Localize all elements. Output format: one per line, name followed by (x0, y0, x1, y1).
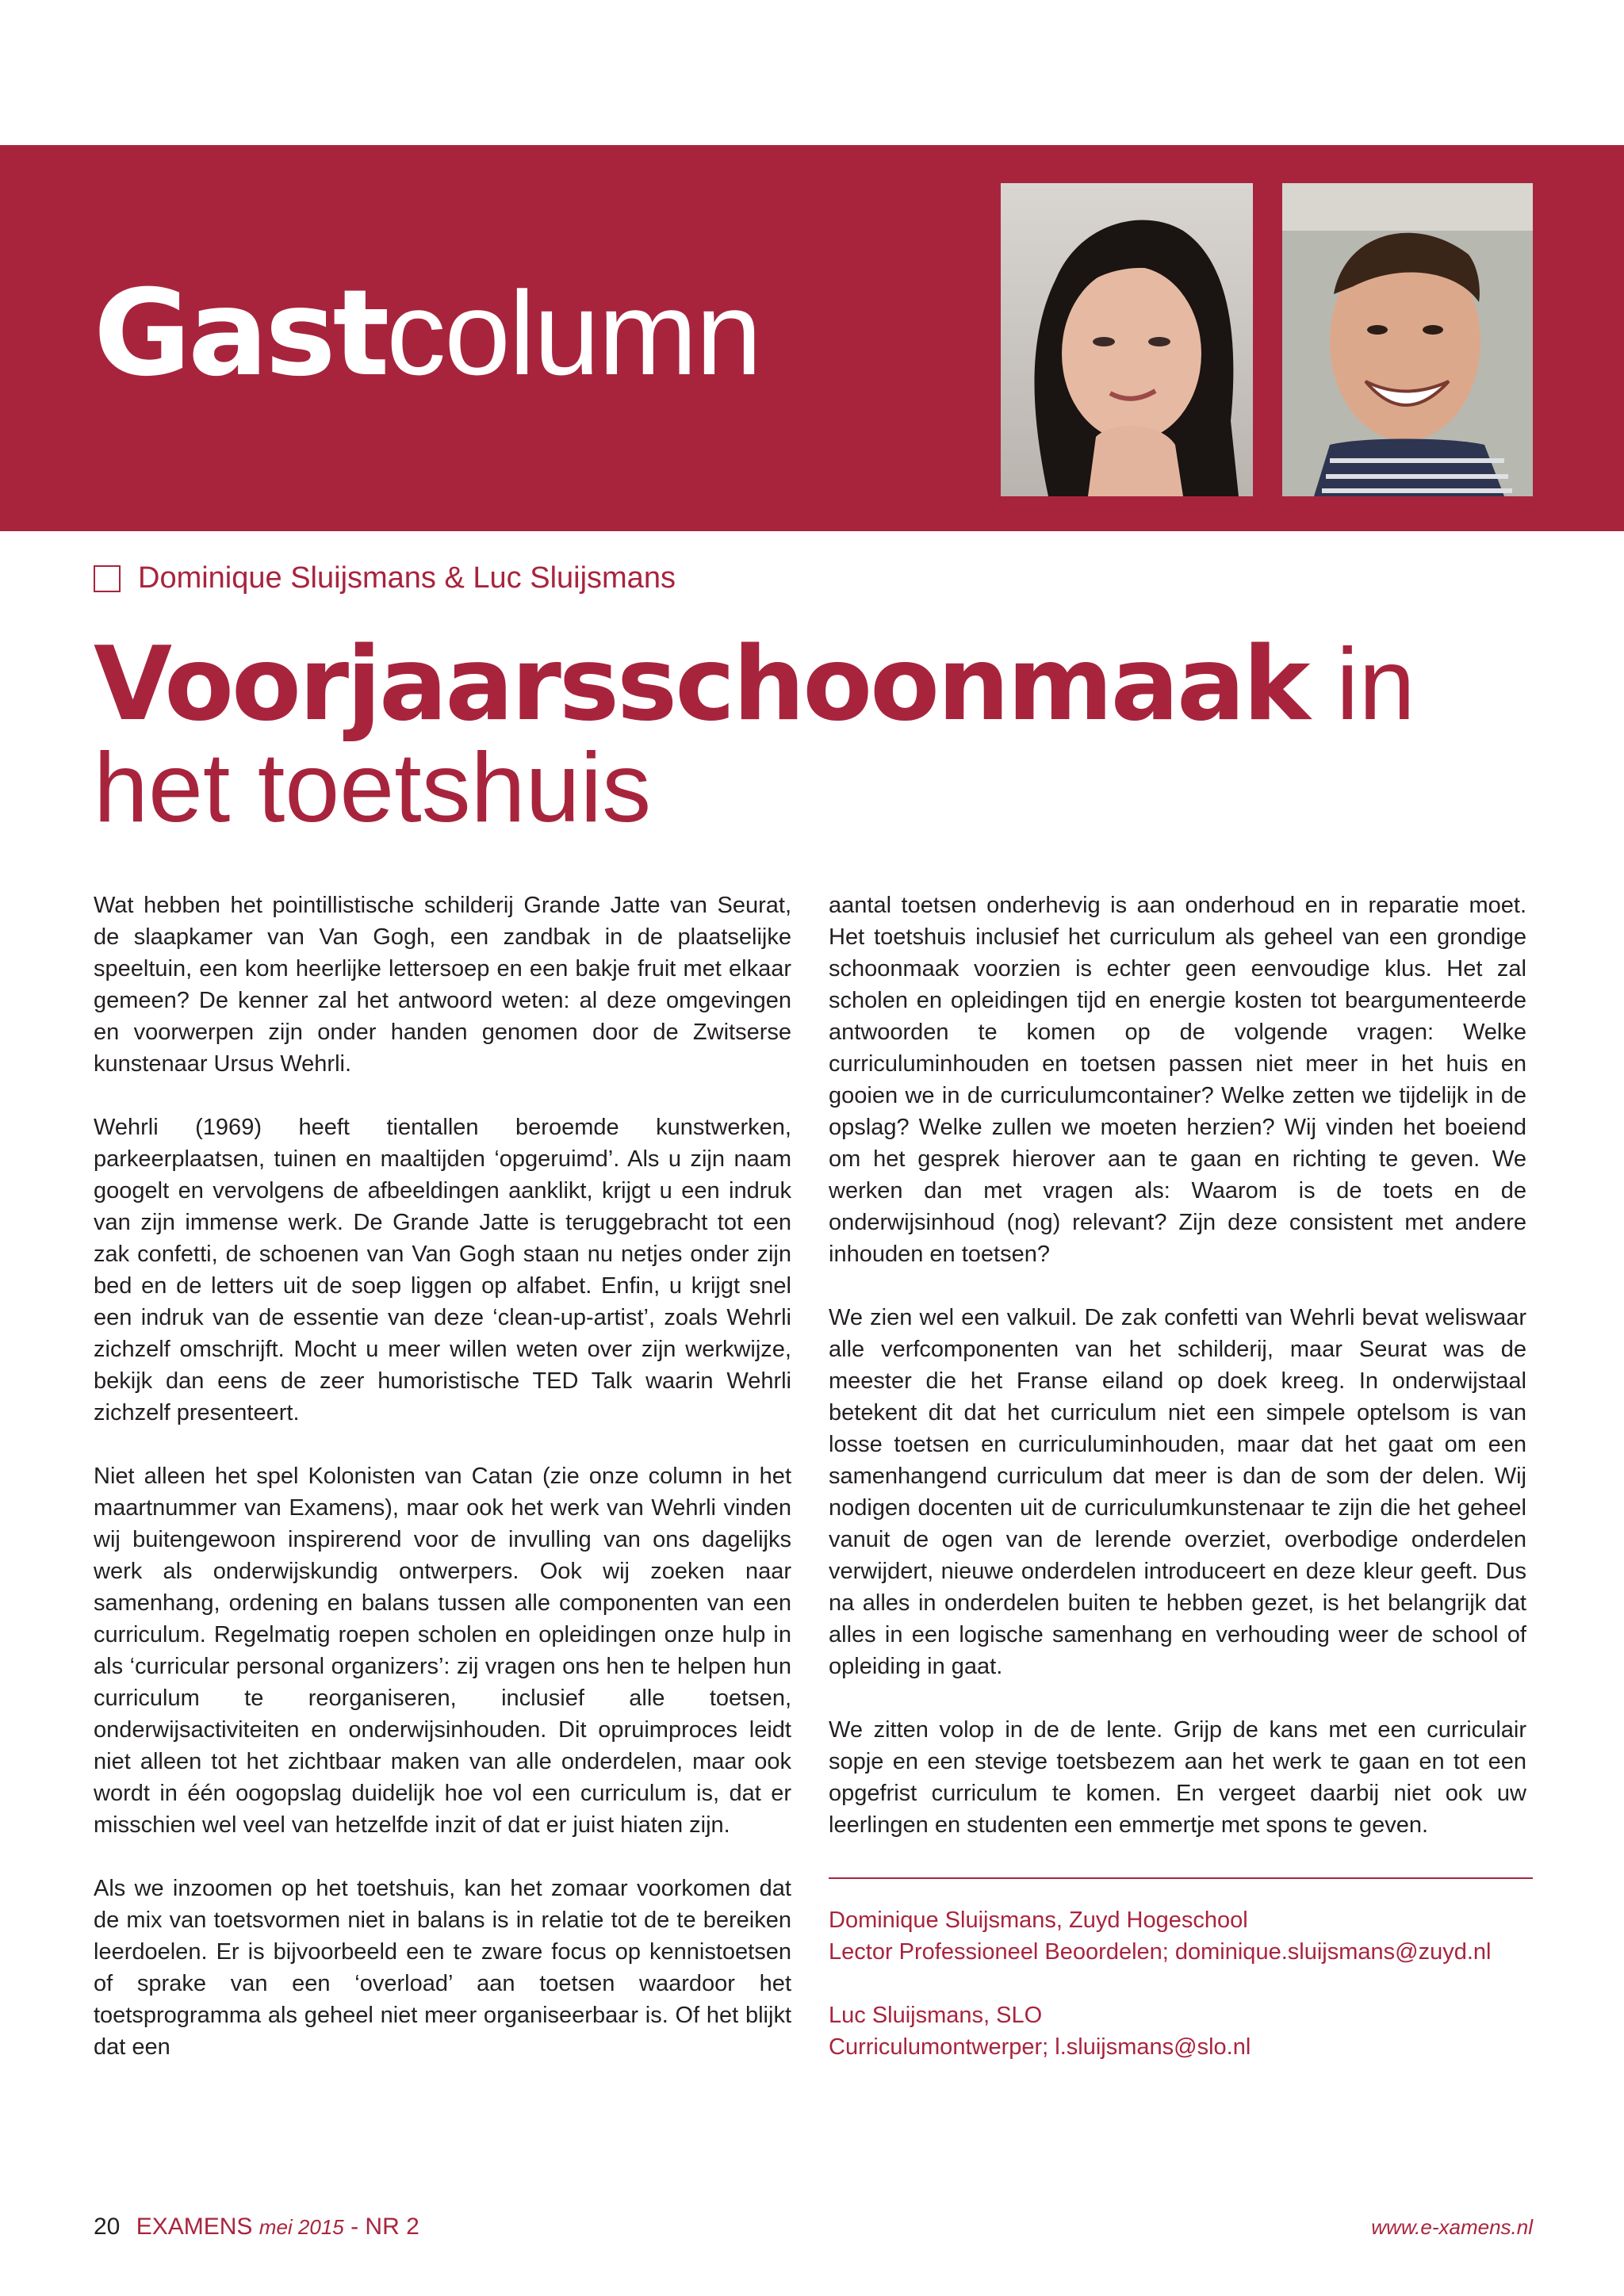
credit-name: Dominique Sluijsmans, Zuyd Hogeschool (829, 1908, 1248, 1933)
issue-number: - NR 2 (350, 2214, 419, 2240)
headline-light: in (1336, 628, 1415, 741)
author-photo-dominique (1001, 183, 1253, 496)
magazine-name: EXAMENS (136, 2214, 253, 2240)
author-credits (829, 1904, 1542, 2095)
paragraph: Niet alleen het spel Kolonisten van Catan (zie onze column in het maartnummer van Examens), maar ook het werk van Wehrli vinden wij buitengewoon inspirerend voor de invulling van ons dagelijks werk als onderwijskundig ontwerpers. Ook wij zoeken naar samenhang, ordening en balans tussen alle componenten van een curriculum. Regelmatig roepen scholen en opleidingen onze hulp in als ‘curricular personal organizers’: zij vragen ons hen te helpen hun curriculum te reorganiseren, inclusief alle toetsen, onderwijsactiviteiten en onderwijsinhouden. Dit opruimproces leidt niet alleen tot het zichtbaar maken van alle onderdelen, maar ook wordt in één oogopslag duidelijk hoe vol een curriculum is, dat er misschien wel veel van hetzelfde inzit of dat er juist hiaten zijn. (94, 1464, 791, 1838)
article-column-right (829, 890, 1526, 1841)
footer-folio (94, 2214, 419, 2241)
credit-luc (829, 1999, 1542, 2063)
page-number: 20 (94, 2214, 121, 2240)
paragraph: Wehrli (1969) heeft tientallen beroemde kunstwerken, parkeerplaatsen, tuinen en maaltijden ‘opgeruimd’. Als u zijn naam googelt en vervolgens de afbeeldingen aanklikt, krijgt u een indruk van zijn immense werk. De Grande Jatte is teruggebracht tot een zak confetti, de schoenen van Van Gogh staan nu netjes onder zijn bed en de letters uit de soep liggen op alfabet. Enfin, u krijgt snel een indruk van de essentie van deze ‘clean-up-artist’, zoals Wehrli zichzelf omschrijft. Mocht u meer willen weten over zijn werkwijze, bekijk dan eens de zeer humoristische TED Talk waarin Wehrli zichzelf presenteert. (94, 1115, 791, 1425)
section-title-bold: Gast (94, 265, 387, 403)
byline (94, 561, 676, 595)
paragraph: We zien wel een valkuil. De zak confetti van Wehrli bevat weliswaar alle verfcomponenten van het schilderij, maar Seurat was de meester die het Franse eiland op doek kreeg. In onderwijstaal betekent dit dat het curriculum niet een simpele optelsom is van losse toetsen en curriculuminhouden, maar dat het gaat om een samenhangend curriculum dat meer is dan de som der delen. Wij nodigen docenten uit de curriculumkunstenaar te zijn die het geheel vanuit de ogen van de lerende overziet, overbodige onderdelen verwijdert, nieuwe onderdelen introduceert en deze kleur geeft. Dus na alles in onderdelen buiten te hebben gezet, is het belangrijk dat alles in een logische samenhang en verhouding weer de school of opleiding in gaat. (829, 1305, 1526, 1679)
paragraph: We zitten volop in de de lente. Grijp de kans met een curriculair sopje en een stevige toetsbezem aan het werk te gaan en tot een opgefrist curriculum te komen. En vergeet daarbij niet ook uw leerlingen en studenten een emmertje met spons te geven. (829, 1717, 1526, 1838)
credits-divider (829, 1877, 1533, 1879)
website-link[interactable]: www.e-xamens.nl (1371, 2215, 1533, 2239)
article-headline (94, 626, 1553, 843)
credit-dominique (829, 1904, 1542, 1968)
paragraph: Wat hebben het pointillistische schilderij Grande Jatte van Seurat, de slaapkamer van Van Gogh, een zandbak in de plaatselijke speeltuin, een kom heerlijke lettersoep en een bakje fruit met elkaar gemeen? De kenner zal het antwoord weten: al deze omgevingen en voorwerpen zijn onder handen genomen door de Zwitserse kunstenaar Ursus Wehrli. (94, 893, 791, 1077)
page-footer (94, 2214, 1533, 2245)
paragraph: aantal toetsen onderhevig is aan onderhoud en in reparatie moet. Het toetshuis inclusief het curriculum als geheel van een grondige schoonmaak voorzien is echter geen eenvoudige klus. Het zal scholen en opleidingen tijd en energie kosten tot beargumenteerde antwoorden te komen op de volgende vragen: Welke curriculuminhouden en toetsen passen niet meer in het huis en gooien we in de curriculumcontainer? Welke zetten we tijdelijk in de opslag? Welke zullen we moeten herzien? Wij vinden het boeiend om het gesprek hierover aan te gaan en richting te geven. We werken dan met vragen als: Waarom is de toets en de onderwijsinhoud (nog) relevant? Zijn deze consistent met andere inhouden en toetsen? (829, 893, 1526, 1267)
byline-square-icon (94, 565, 121, 592)
headline-line-1 (94, 626, 1553, 744)
credit-role: Lector Professioneel Beoordelen; dominique.sluijsmans@zuyd.nl (829, 1939, 1492, 1965)
issue-date: mei 2015 (259, 2215, 344, 2239)
headline-bold: Voorjaarsschoonmaak (94, 626, 1308, 744)
author-photo-luc (1282, 183, 1533, 496)
credit-name: Luc Sluijsmans, SLO (829, 2003, 1043, 2028)
section-title (94, 265, 760, 403)
credit-role: Curriculumontwerper; l.sluijsmans@slo.nl (829, 2034, 1251, 2060)
byline-authors: Dominique Sluijsmans & Luc Sluijsmans (138, 561, 676, 595)
section-title-light: column (386, 266, 760, 400)
article-column-left (94, 890, 791, 2063)
headline-line-2: het toetshuis (94, 733, 652, 843)
paragraph: Als we inzoomen op het toetshuis, kan het zomaar voorkomen dat de mix van toetsvormen niet in balans is in relatie tot de te bereiken leerdoelen. Er is bijvoorbeeld een te zware focus op kennistoetsen of sprake van een ‘overload’ aan toetsen waardoor het toetsprogramma als geheel niet meer organiseerbaar is. Of het blijkt dat een (94, 1876, 791, 2060)
